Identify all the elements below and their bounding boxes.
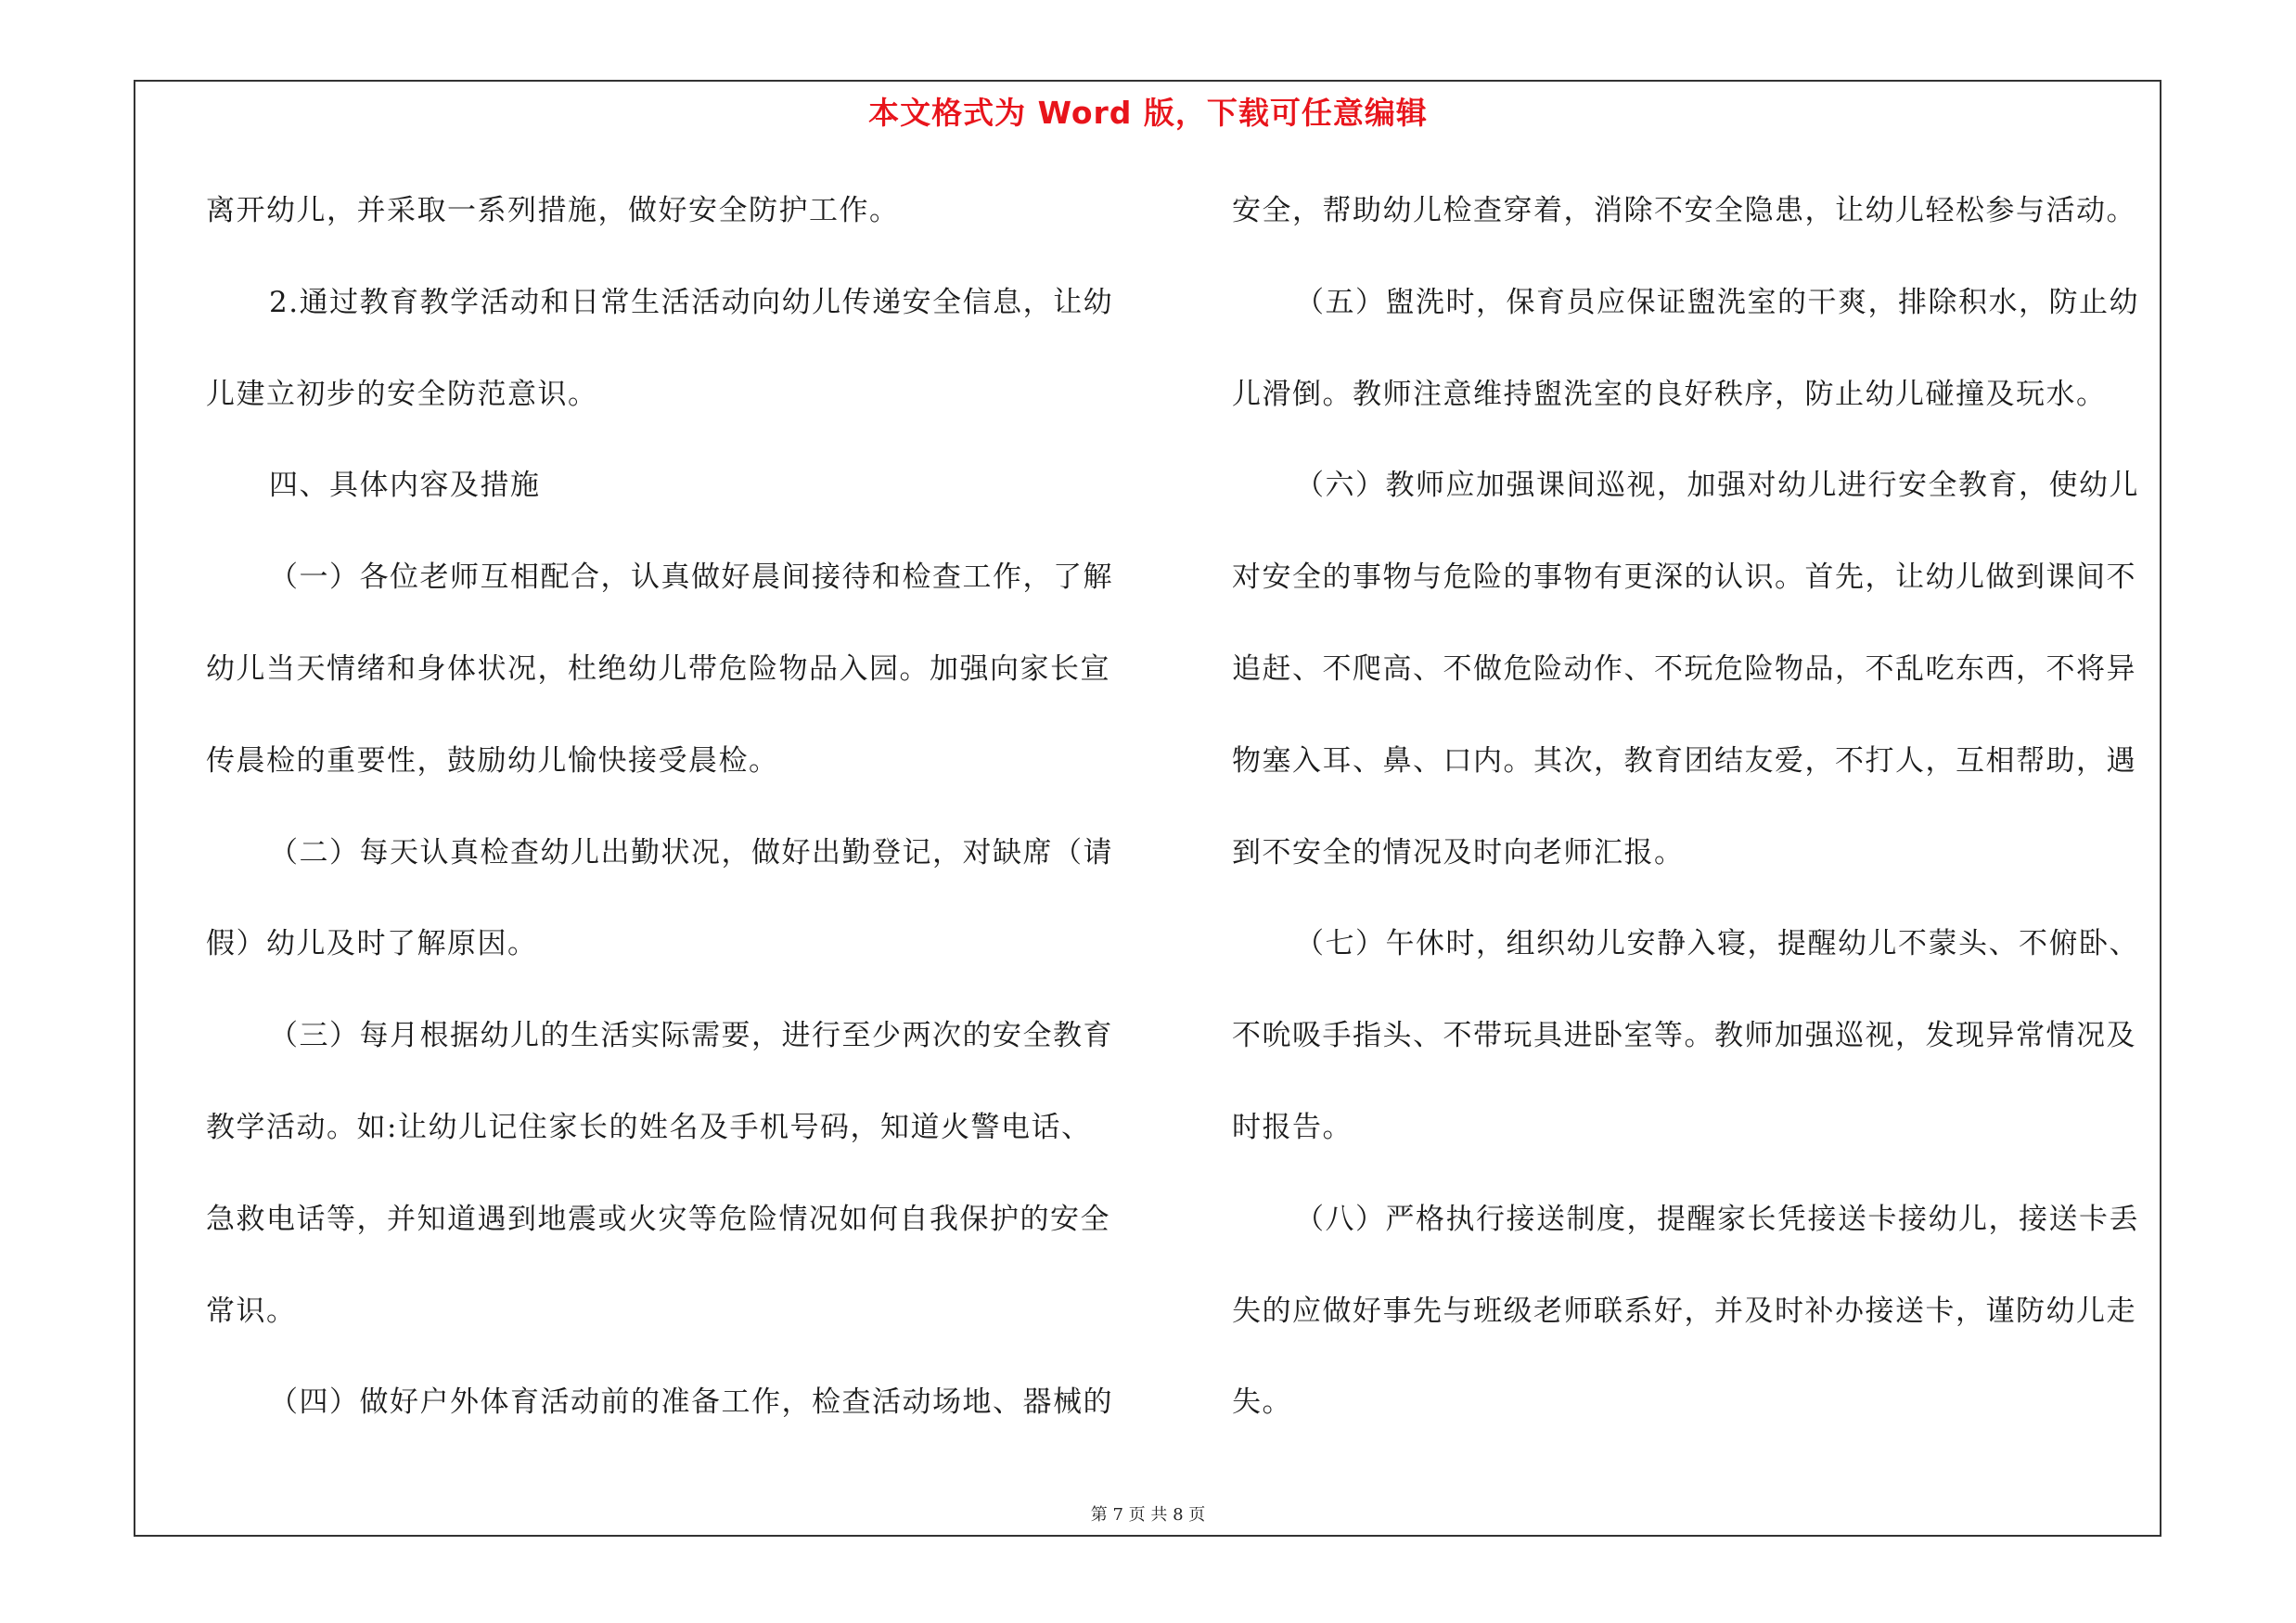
word-format-banner: 本文格式为 Word 版，下载可任意编辑 — [868, 95, 1428, 131]
text-line: （六）教师应加强课间巡视，加强对幼儿进行安全教育，使幼儿 — [1295, 469, 2139, 503]
text-line: 常识。 — [206, 1294, 297, 1328]
text-line: 儿建立初步的安全防范意识。 — [206, 377, 598, 411]
text-line: （一）各位老师互相配合，认真做好晨间接待和检查工作，了解 — [269, 560, 1113, 595]
left-column — [206, 182, 1124, 1465]
text-line: （四）做好户外体育活动前的准备工作，检查活动场地、器械的 — [269, 1385, 1113, 1420]
text-line: 安全，帮助幼儿检查穿着，消除不安全隐患，让幼儿轻松参与活动。 — [1232, 194, 2136, 227]
text-line: 离开幼儿，并采取一系列措施，做好安全防护工作。 — [206, 194, 900, 227]
text-line: 不吮吸手指头、不带玩具进卧室等。教师加强巡视，发现异常情况及 — [1232, 1019, 2136, 1053]
text-line: 物塞入耳、鼻、口内。其次，教育团结友爱，不打人，互相帮助，遇 — [1232, 743, 2136, 778]
text-line: 教学活动。如:让幼儿记住家长的姓名及手机号码，知道火警电话、 — [206, 1110, 1092, 1144]
text-line: 到不安全的情况及时向老师汇报。 — [1232, 835, 1685, 869]
text-line: 2.通过教育教学活动和日常生活活动向幼儿传递安全信息，让幼 — [269, 285, 1114, 319]
right-column — [1232, 182, 2169, 1465]
text-line: （七）午休时，组织幼儿安静入寝，提醒幼儿不蒙头、不俯卧、 — [1295, 927, 2139, 961]
text-line: 四、具体内容及措施 — [269, 469, 541, 503]
text-line: （三）每月根据幼儿的生活实际需要，进行至少两次的安全教育 — [269, 1019, 1113, 1053]
text-line: （八）严格执行接送制度，提醒家长凭接送卡接幼儿，接送卡丢 — [1295, 1202, 2139, 1236]
text-line: （五）盥洗时，保育员应保证盥洗室的干爽，排除积水，防止幼 — [1295, 285, 2139, 319]
text-line: 失的应做好事先与班级老师联系好，并及时补办接送卡，谨防幼儿走 — [1232, 1294, 2136, 1328]
text-line: 对安全的事物与危险的事物有更深的认识。首先，让幼儿做到课间不 — [1232, 560, 2136, 595]
text-line: 追赶、不爬高、不做危险动作、不玩危险物品，不乱吃东西，不将异 — [1232, 651, 2136, 686]
text-line: 急救电话等，并知道遇到地震或火灾等危险情况如何自我保护的安全 — [206, 1202, 1110, 1236]
text-line: 幼儿当天情绪和身体状况，杜绝幼儿带危险物品入园。加强向家长宣 — [206, 651, 1110, 686]
text-line: 假）幼儿及时了解原因。 — [206, 927, 538, 961]
text-line: 时报告。 — [1232, 1110, 1353, 1144]
text-line: 传晨检的重要性，鼓励幼儿愉快接受晨检。 — [206, 743, 779, 778]
text-line: 失。 — [1232, 1385, 1292, 1420]
text-line: 儿滑倒。教师注意维持盥洗室的良好秩序，防止幼儿碰撞及玩水。 — [1232, 377, 2107, 411]
page-number-footer: 第 7 页 共 8 页 — [1090, 1505, 1206, 1525]
text-line: （二）每天认真检查幼儿出勤状况，做好出勤登记，对缺席（请 — [269, 835, 1113, 869]
